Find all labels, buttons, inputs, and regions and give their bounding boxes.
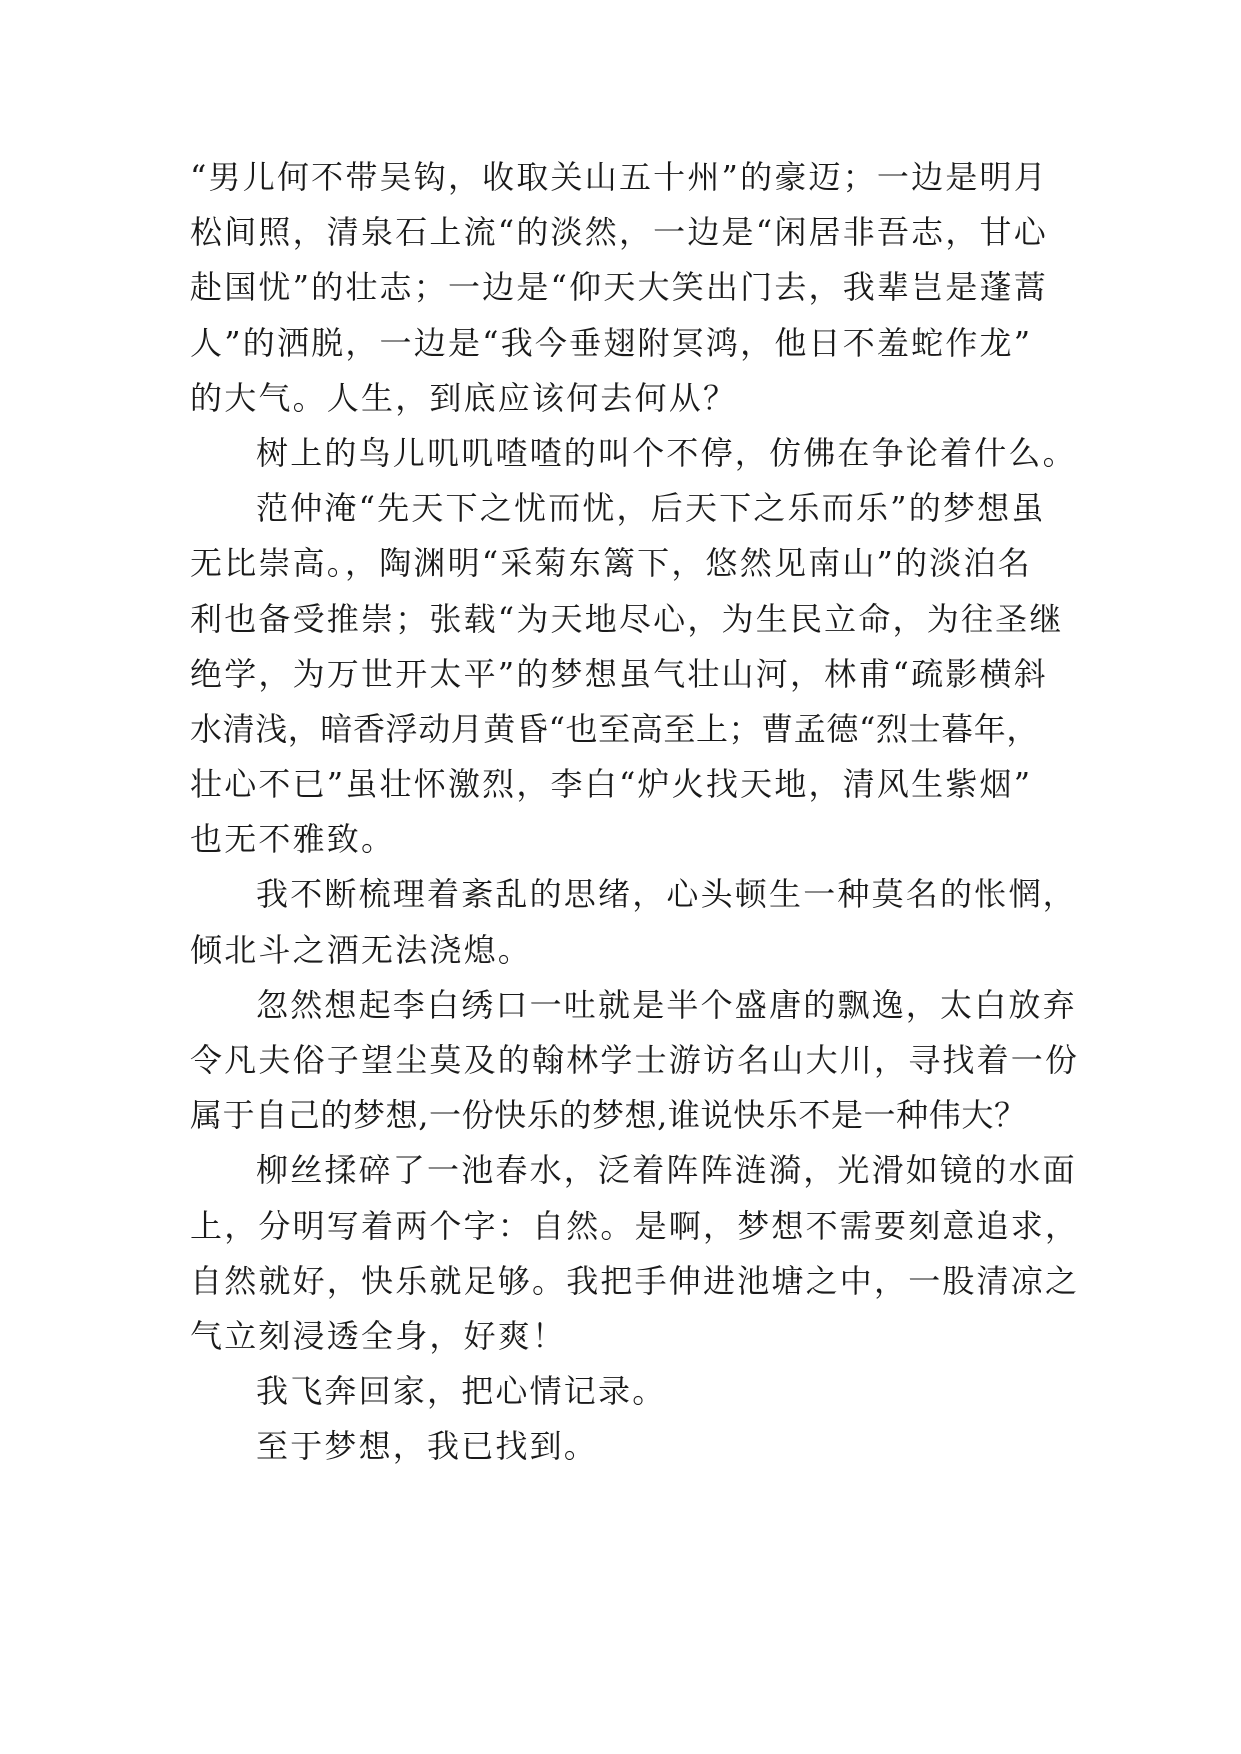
text-line: 气立刻浸透全身，好爽！ [190, 1316, 567, 1355]
text-line: 属于自己的梦想,一份快乐的梦想,谁说快乐不是一种伟大？ [190, 1096, 1027, 1135]
text-line: 自然就好，快乐就足够。我把手伸进池塘之中，一股清凉之 [190, 1261, 1080, 1300]
text-line: 无比崇高。，陶渊明“采菊东篱下，悠然见南山”的淡泊名 [190, 544, 1032, 583]
text-line: 也无不雅致。 [190, 820, 396, 859]
text-line: 范仲淹“先天下之忧而忧，后天下之乐而乐”的梦想虽 [256, 489, 1046, 528]
text-line: 树上的鸟儿叽叽喳喳的叫个不停，仿佛在争论着什么。 [256, 433, 1077, 472]
text-line: 柳丝揉碎了一池春水，泛着阵阵涟漪，光滑如镜的水面 [256, 1151, 1077, 1190]
text-line: 人”的洒脱，一边是“我今垂翅附冥鸿，他日不羞蛇作龙” [190, 323, 1033, 362]
text-line: 至于梦想，我已找到。 [256, 1427, 599, 1466]
text-line: 水清浅，暗香浮动月黄昏“也至高至上；曹孟德“烈士暮年， [190, 709, 1039, 748]
text-line: 松间照，清泉石上流“的淡然，一边是“闲居非吾志，甘心 [190, 213, 1048, 252]
text-line: 我飞奔回家，把心情记录。 [256, 1372, 667, 1411]
text-line: 赴国忧”的壮志；一边是“仰天大笑出门去，我辈岂是蓬蒿 [190, 268, 1048, 307]
text-line: 壮心不已”虽壮怀激烈，李白“炉火找天地，清风生紫烟” [190, 765, 1033, 804]
essay-body [190, 150, 1080, 1475]
text-line: 上，分明写着两个字：自然。是啊，梦想不需要刻意追求， [190, 1206, 1080, 1245]
text-line: 绝学，为万世开太平”的梦想虽气壮山河，林甫“疏影横斜 [190, 654, 1048, 693]
text-line: 我不断梳理着紊乱的思绪，心头顿生一种莫名的怅惘， [256, 875, 1077, 914]
text-line: 倾北斗之酒无法浇熄。 [190, 930, 533, 969]
text-line: “男儿何不带吴钩，收取关山五十州”的豪迈；一边是明月 [190, 158, 1048, 196]
text-line: 利也备受推崇；张载“为天地尽心，为生民立命，为往圣继 [190, 599, 1064, 638]
text-line: 令凡夫俗子望尘莫及的翰林学士游访名山大川，寻找着一份 [190, 1041, 1080, 1079]
text-line: 的大气。人生，到底应该何去何从？ [190, 378, 738, 417]
text-line: 忽然想起李白绣口一吐就是半个盛唐的飘逸，太白放弃 [256, 985, 1077, 1024]
